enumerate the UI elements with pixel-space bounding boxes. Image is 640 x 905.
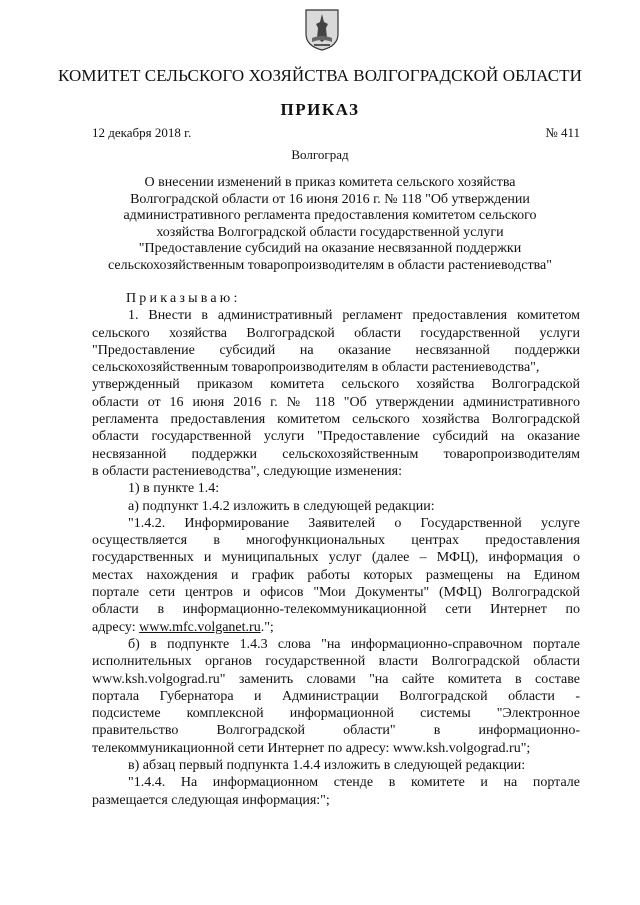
document-number: № 411 — [545, 125, 580, 140]
quote-144-line: "1.4.4. На информационном стенде в комитете и на портале — [128, 775, 580, 791]
item-b-line: www.ksh.volgograd.ru" заменить словами "на сайте комитета в составе — [92, 671, 580, 687]
title-line: Волгоградской области от 16 июня 2016 г. № 118 "Об утверждении — [130, 191, 530, 207]
paragraph-1-line: области государственной услуги "Предоставление субсидий на оказание — [92, 429, 580, 445]
item-b-line: портала Губернатора и Администрации Волгоградской области - — [92, 688, 580, 704]
paragraph-1-line: регламента предоставления комитетом сельского хозяйства Волгоградской — [92, 412, 580, 428]
document-body — [92, 290, 580, 809]
quote-142-line: портале сети центров и офисов "Мои Документы" (МФЦ) Волгоградской — [92, 585, 580, 601]
item-b-line: телекоммуникационной сети Интернет по адресу: www.ksh.volgograd.ru"; — [92, 740, 531, 756]
item-a: а) подпункт 1.4.2 изложить в следующей редакции: — [128, 498, 435, 514]
title-line: О внесении изменений в приказ комитета сельского хозяйства — [144, 175, 516, 190]
quote-142-line: "1.4.2. Информирование Заявителей о Государственной услуге — [128, 515, 580, 531]
paragraph-1-line: 1. Внести в административный регламент предоставления комитетом — [128, 308, 580, 324]
quote-142-line: области в информационно-телекоммуникационной сети Интернет по — [92, 602, 580, 618]
mfc-link[interactable]: www.mfc.volganet.ru — [139, 619, 261, 635]
quote-144-line: размещается следующая информация:"; — [92, 792, 330, 808]
quote-142-line: осуществляется в многофункциональных центрах предоставления — [92, 533, 580, 549]
order-word: Приказываю: — [126, 291, 241, 306]
paragraph-1-line: несвязанной поддержки сельскохозяйственным товаропроизводителям — [92, 446, 580, 462]
quote-142-suffix: ."; — [260, 619, 274, 635]
paragraph-1-line: утвержденный приказом комитета сельского хозяйства Волгоградской — [92, 377, 580, 393]
document-city: Волгоград — [291, 147, 349, 162]
paragraph-1-line: области от 16 июня 2016 г. № 118 "Об утверждении административного — [92, 394, 580, 410]
item-v: в) абзац первый подпункта 1.4.4 изложить в следующей редакции: — [128, 758, 526, 774]
document-title — [80, 175, 580, 274]
quote-142-line: местах нахождения и график работы которых размещены на Едином — [92, 567, 580, 583]
title-line: хозяйства Волгоградской области государственной услуги — [156, 224, 504, 240]
coat-of-arms-emblem — [304, 8, 340, 52]
title-line: административного регламента предоставления комитетом сельского — [123, 208, 537, 223]
document-date: 12 декабря 2018 г. — [92, 125, 192, 140]
item-b-line: исполнительных органов государственной власти Волгоградской области — [92, 654, 580, 670]
paragraph-1-line: сельскохозяйственным товаропроизводителям в области растениеводства", — [92, 360, 540, 376]
title-line: "Предоставление субсидий на оказание несвязанной поддержки — [138, 241, 522, 256]
document-type: ПРИКАЗ — [280, 100, 360, 119]
paragraph-1-line: сельского хозяйства Волгоградской области государственной услуги — [92, 325, 580, 341]
quote-142-prefix: адресу: — [92, 619, 140, 635]
paragraph-1-line: в области растениеводства", следующие изменения: — [92, 463, 403, 479]
item-1: 1) в пункте 1.4: — [128, 481, 220, 497]
item-b-line: правительство Волгоградской области" в информационно- — [92, 723, 580, 739]
quote-142-last-line — [92, 619, 580, 636]
item-b-line: б) в подпункте 1.4.3 слова "на информационно-справочном портале — [128, 636, 580, 652]
paragraph-1-line: "Предоставление субсидий на оказание несвязанной поддержки — [92, 342, 580, 358]
committee-name: КОМИТЕТ СЕЛЬСКОГО ХОЗЯЙСТВА ВОЛГОГРАДСКОЙ ОБЛАСТИ — [57, 66, 582, 85]
title-line: сельскохозяйственным товаропроизводителям в области растениеводства" — [108, 257, 552, 273]
quote-142-line: государственных и муниципальных услуг (далее – МФЦ), информация о — [92, 550, 580, 566]
item-b-line: подсистеме комплексной информационной системы "Электронное — [92, 706, 580, 722]
